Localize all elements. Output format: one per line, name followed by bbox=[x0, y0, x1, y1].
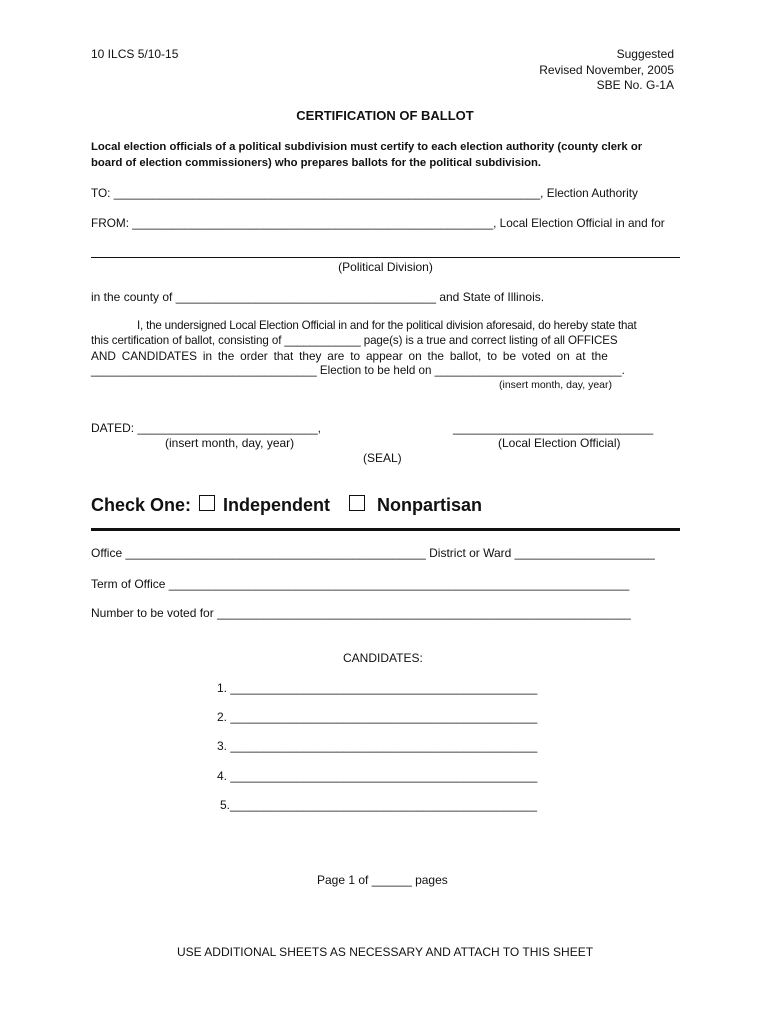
form-number: SBE No. G-1A bbox=[596, 78, 674, 92]
candidate-line[interactable]: 1. ______________________________________________ bbox=[217, 681, 538, 695]
number-to-vote-field[interactable]: Number to be voted for ______________________________________________________________ bbox=[91, 606, 631, 620]
political-division-label: (Political Division) bbox=[338, 260, 433, 274]
certify-line-2[interactable]: this certification of ballot, consisting of ____________ page(s) is a true and correct listing of all OFFICES bbox=[91, 334, 618, 347]
term-of-office-field[interactable]: Term of Office _____________________________________________________________________ bbox=[91, 577, 630, 591]
candidate-line[interactable]: 3. ______________________________________________ bbox=[217, 739, 538, 753]
political-division-blank[interactable] bbox=[91, 257, 680, 258]
seal-label: (SEAL) bbox=[363, 451, 402, 465]
page-title: CERTIFICATION OF BALLOT bbox=[296, 108, 474, 123]
to-field[interactable]: TO: _________________________________________________________________, Election Authority bbox=[91, 186, 638, 200]
check-one-label: Check One: bbox=[91, 495, 192, 515]
certify-line-1: I, the undersigned Local Election Official in and for the political division aforesaid, do hereby state that bbox=[137, 319, 637, 332]
revised-date: Revised November, 2005 bbox=[539, 63, 674, 77]
nonpartisan-checkbox[interactable] bbox=[349, 495, 365, 511]
election-date-hint: (insert month, day, year) bbox=[499, 379, 613, 391]
official-label: (Local Election Official) bbox=[498, 436, 621, 450]
page-count[interactable]: Page 1 of ______ pages bbox=[317, 873, 448, 887]
nonpartisan-label: Nonpartisan bbox=[377, 495, 483, 515]
intro-line-2: board of election commissioners) who prepares ballots for the political subdivision. bbox=[91, 157, 542, 169]
from-field[interactable]: FROM: _______________________________________________________, Local Election Official in and for bbox=[91, 216, 665, 230]
certify-line-4[interactable]: ___________________________________ Election to be held on _____________________________. bbox=[91, 364, 625, 377]
section-divider bbox=[91, 528, 680, 531]
intro-line-1: Local election officials of a political subdivision must certify to each election authority (county clerk or bbox=[91, 141, 643, 153]
independent-label: Independent bbox=[223, 495, 330, 515]
footer-instruction: USE ADDITIONAL SHEETS AS NECESSARY AND ATTACH TO THIS SHEET bbox=[176, 945, 594, 959]
independent-checkbox[interactable] bbox=[199, 495, 215, 511]
official-signature-blank[interactable]: ______________________________ bbox=[453, 421, 654, 435]
candidate-line[interactable]: 5.______________________________________________ bbox=[220, 798, 538, 812]
county-field[interactable]: in the county of _______________________________________ and State of Illinois. bbox=[91, 290, 545, 304]
suggested-label: Suggested bbox=[616, 47, 674, 61]
candidate-line[interactable]: 4. ______________________________________________ bbox=[217, 769, 538, 783]
certify-line-3: AND CANDIDATES in the order that they are to appear on the ballot, to be voted on at the bbox=[91, 349, 608, 363]
dated-hint: (insert month, day, year) bbox=[165, 436, 295, 450]
candidate-line[interactable]: 2. ______________________________________________ bbox=[217, 710, 538, 724]
dated-field[interactable]: DATED: ___________________________, bbox=[91, 421, 321, 435]
office-field[interactable]: Office _____________________________________________ District or Ward _____________________ bbox=[91, 546, 655, 560]
candidates-heading: CANDIDATES: bbox=[343, 651, 423, 665]
statute-reference: 10 ILCS 5/10-15 bbox=[91, 47, 179, 61]
